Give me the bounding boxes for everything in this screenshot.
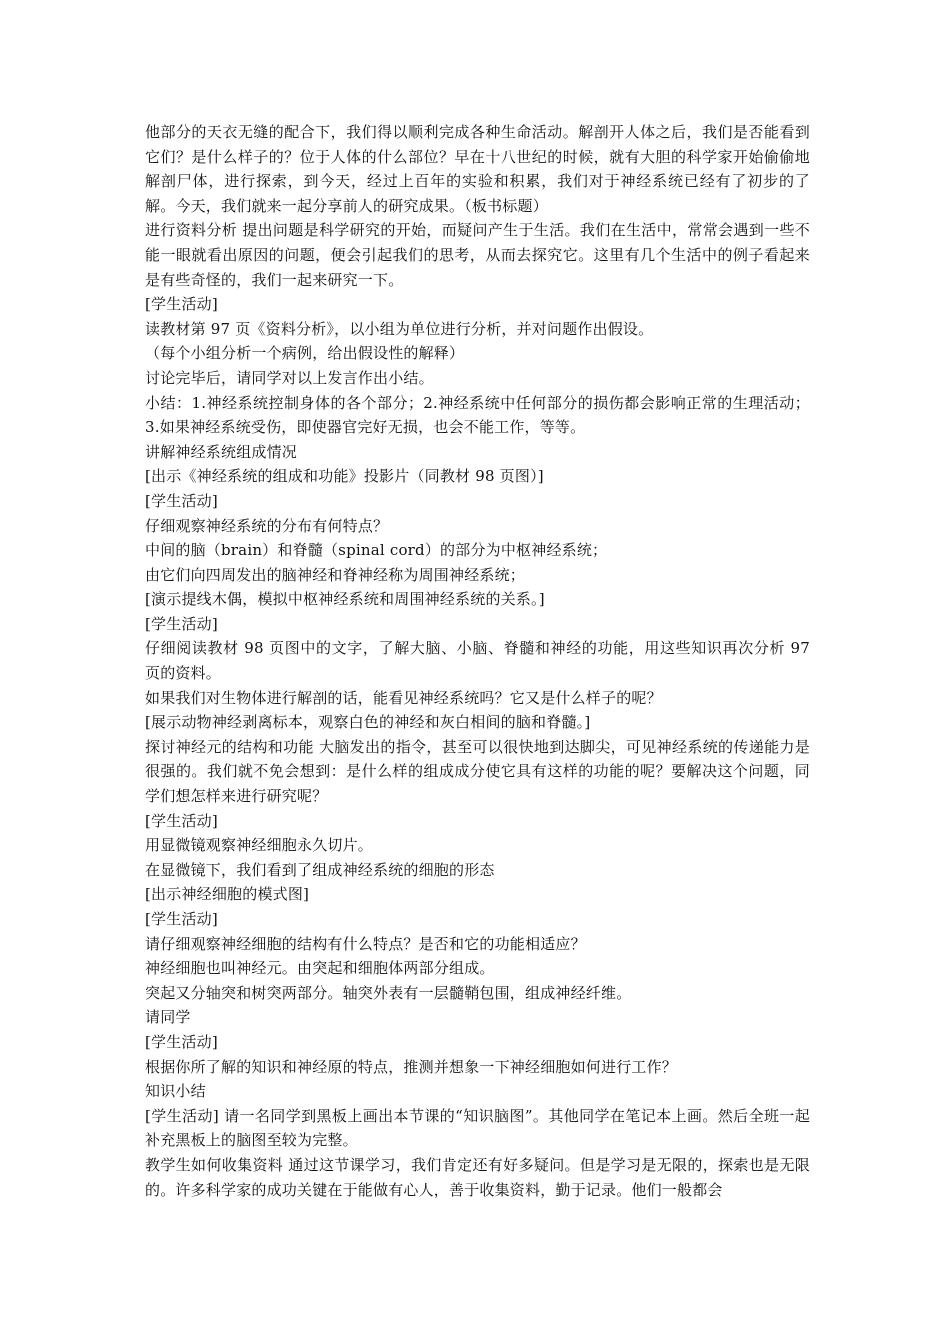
- paragraph: 知识小结: [145, 1082, 206, 1101]
- paragraph: 进行资料分析 提出问题是科学研究的开始，而疑问产生于生活。我们在生活中，常常会遇到一些不能一眼就看出原因的问题，便会引起我们的思考，从而去探究它。这里有几个生活中的例子看起来是有些奇怪的，我们一起来研究一下。: [145, 221, 810, 289]
- paragraph: 中间的脑（brain）和脊髓（spinal cord）的部分为中枢神经系统；: [145, 541, 608, 560]
- paragraph: 请仔细观察神经细胞的结构有什么特点？是否和它的功能相适应？: [145, 934, 586, 953]
- paragraph: [学生活动]: [145, 491, 218, 510]
- paragraph: 小结：1.神经系统控制身体的各个部分；2.神经系统中任何部分的损伤都会影响正常的生理活动；3.如果神经系统受伤，即使器官完好无损，也会不能工作，等等。: [145, 393, 810, 437]
- paragraph: 请同学: [145, 1008, 191, 1027]
- paragraph: 突起又分轴突和树突两部分。轴突外表有一层髓鞘包围，组成神经纤维。: [145, 983, 632, 1002]
- paragraph: 如果我们对生物体进行解剖的话，能看见神经系统吗？它又是什么样子的呢？: [145, 688, 662, 707]
- paragraph: （每个小组分析一个病例，给出假设性的解释）: [145, 344, 465, 363]
- paragraph: 仔细阅读教材 98 页图中的文字，了解大脑、小脑、脊髓和神经的功能，用这些知识再次分析 97 页的资料。: [145, 639, 810, 683]
- paragraph: 探讨神经元的结构和功能 大脑发出的指令，甚至可以很快地到达脚尖，可见神经系统的传递能力是很强的。我们就不免会想到：是什么样的组成成分使它具有这样的功能的呢？要解决这个问题，同学们想怎样来进行研究呢？: [145, 737, 810, 806]
- paragraph: [展示动物神经剥离标本，观察白色的神经和灰白相间的脑和脊髓。]: [145, 713, 591, 732]
- paragraph: 讨论完毕后，请同学对以上发言作出小结。: [145, 368, 434, 387]
- paragraph: [学生活动]: [145, 614, 218, 633]
- paragraph: 用显微镜观察神经细胞永久切片。: [145, 836, 374, 855]
- document-body: [145, 120, 810, 1202]
- paragraph: 根据你所了解的知识和神经原的特点，推测并想象一下神经细胞如何进行工作？: [145, 1057, 678, 1076]
- paragraph: [学生活动] 请一名同学到黑板上画出本节课的“知识脑图”。其他同学在笔记本上画。然后全班一起补充黑板上的脑图至较为完整。: [145, 1106, 810, 1150]
- paragraph: 在显微镜下，我们看到了组成神经系统的细胞的形态: [145, 860, 495, 879]
- paragraph: [出示神经细胞的模式图]: [145, 885, 310, 904]
- paragraph: [学生活动]: [145, 1032, 218, 1051]
- paragraph: [出示《神经系统的组成和功能》投影片（同教材 98 页图）]: [145, 467, 544, 486]
- paragraph: [学生活动]: [145, 910, 218, 928]
- paragraph: [演示提线木偶，模拟中枢神经系统和周围神经系统的关系。]: [145, 590, 545, 609]
- paragraph: [学生活动]: [145, 811, 218, 830]
- paragraph: 仔细观察神经系统的分布有何特点？: [145, 516, 389, 535]
- paragraph: 读教材第 97 页《资料分析》，以小组为单位进行分析，并对问题作出假设。: [145, 319, 654, 338]
- paragraph: 由它们向四周发出的脑神经和脊神经称为周围神经系统；: [145, 565, 526, 584]
- paragraph: 讲解神经系统组成情况: [145, 442, 298, 461]
- paragraph: 教学生如何收集资料 通过这节课学习，我们肯定还有好多疑问。但是学习是无限的，探索也是无限的。许多科学家的成功关键在于能做有心人，善于收集资料，勤于记录。他们一般都会: [145, 1155, 810, 1199]
- paragraph: 他部分的天衣无缝的配合下，我们得以顺利完成各种生命活动。解剖开人体之后，我们是否能看到它们？是什么样子的？位于人体的什么部位？早在十八世纪的时候，就有大胆的科学家开始偷偷地解剖尸体，进行探索，到今天，经过上百年的实验和积累，我们对于神经系统已经有了初步的了解。今天，我们就来一起分享前人的研究成果。（板书标题）: [145, 123, 810, 215]
- paragraph: 神经细胞也叫神经元。由突起和细胞体两部分组成。: [145, 959, 495, 978]
- paragraph: [学生活动]: [145, 295, 218, 314]
